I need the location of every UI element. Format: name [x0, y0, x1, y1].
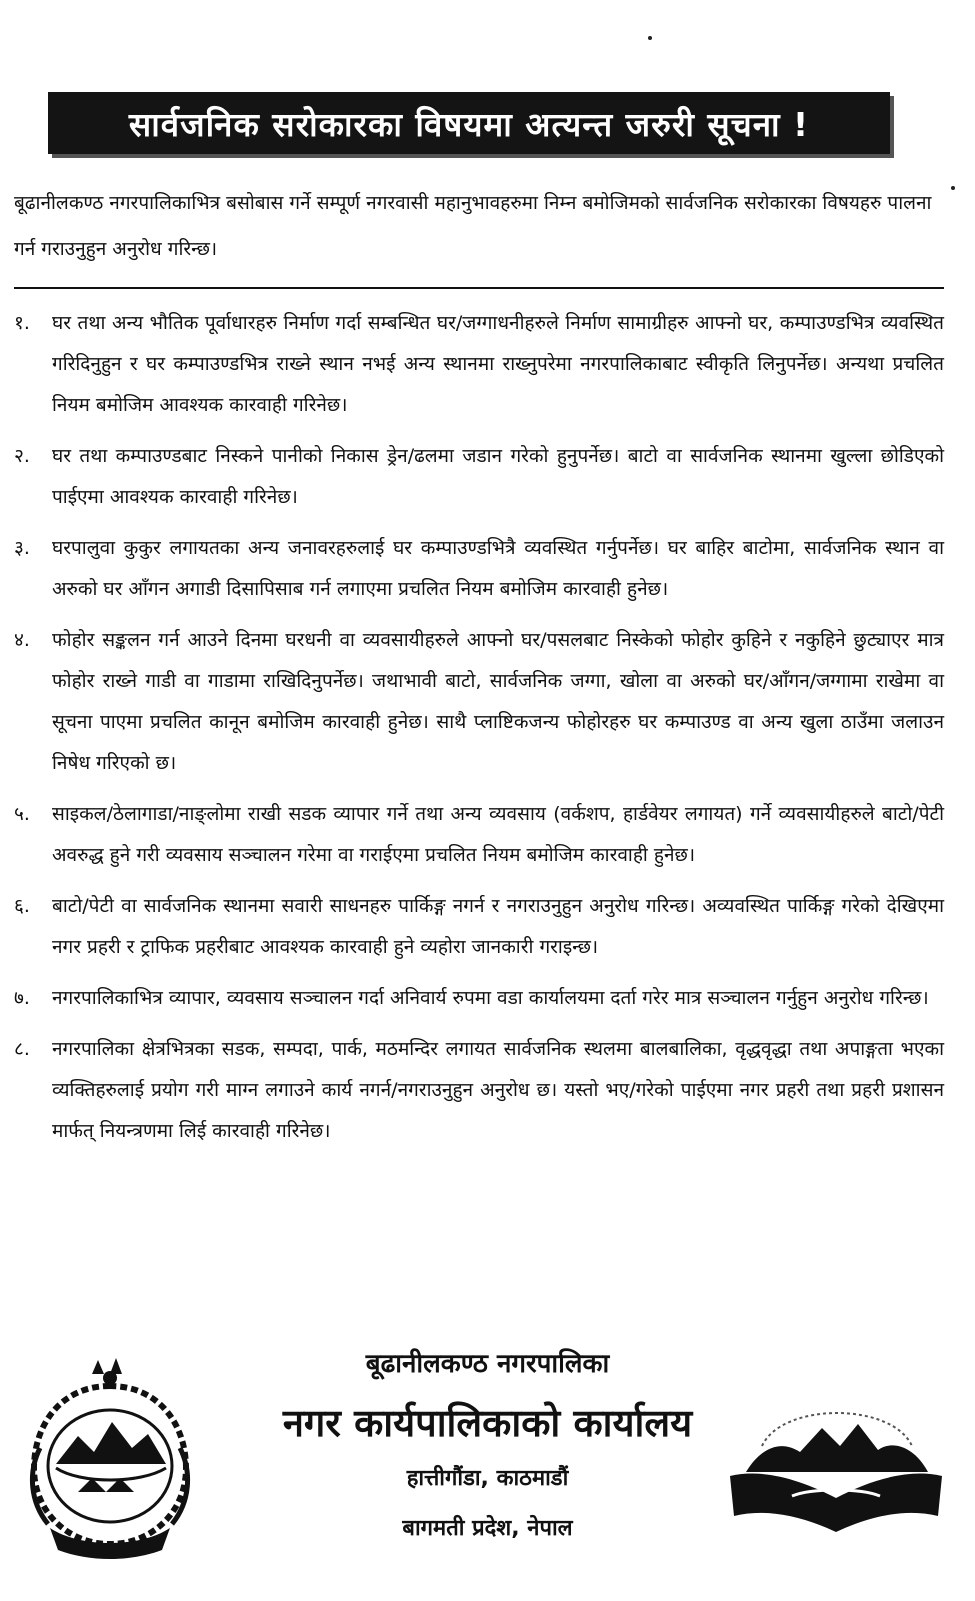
item-number: ५. [14, 803, 30, 825]
notice-item [14, 528, 944, 610]
municipality-name: बूढानीलकण्ठ नगरपालिका [365, 1349, 610, 1379]
scan-speck [951, 186, 955, 190]
item-number: १. [14, 312, 30, 334]
item-number: ३. [14, 537, 30, 559]
notice-item [14, 978, 944, 1019]
municipality-logo-icon [722, 1376, 950, 1536]
item-number: ४. [14, 629, 30, 651]
intro-paragraph: बूढानीलकण्ठ नगरपालिकाभित्र बसोबास गर्ने सम्पूर्ण नगरवासी महानुभावहरुमा निम्न बमोजिमको सार्वजनिक सरोकारका विषयहरु पालना गर्न गराउनुहुन अनुरोध गरिन्छ। [14, 192, 932, 260]
notice-item [14, 436, 944, 518]
item-text: घरपालुवा कुकुर लगायतका अन्य जनावरहरुलाई घर कम्पाउण्डभित्रै व्यवस्थित गर्नुपर्नेछ। घर बाहिर बाटोमा, सार्वजनिक स्थान वा अरुको घर आँगन अगाडी दिसापिसाब गर्न लगाएमा प्रचलित नियम बमोजिम कारवाही हुनेछ। [52, 537, 944, 600]
item-text: साइकल/ठेलागाडा/नाङ्लोमा राखी सडक व्यापार गर्ने तथा अन्य व्यवसाय (वर्कशप, हार्डवेयर लगायत) गर्ने व्यवसायीहरुले बाटो/पेटी अवरुद्ध हुने गरी व्यवसाय सञ्चालन गरेमा वा गराईएमा प्रचलित नियम बमोजिम कारवाही हुनेछ। [52, 803, 944, 866]
item-number: २. [14, 445, 30, 467]
notice-item [14, 303, 944, 426]
item-text: घर तथा कम्पाउण्डबाट निस्कने पानीको निकास ड्रेन/ढलमा जडान गरेको हुनुपर्नेछ। बाटो वा सार्वजनिक स्थानमा खुल्ला छोडिएको पाईएमा आवश्यक कारवाही गरिनेछ। [52, 445, 944, 508]
office-name: नगर कार्यपालिकाको कार्यालय [282, 1401, 693, 1445]
notice-item-list [14, 303, 944, 1162]
item-text: घर तथा अन्य भौतिक पूर्वाधारहरु निर्माण गर्दा सम्बन्धित घर/जग्गाधनीहरुले निर्माण सामाग्रीहरु आफ्नो घर, कम्पाउण्डभित्र व्यवस्थित गरिदिनुहुन र घर कम्पाउण्डभित्र राख्ने स्थान नभई अन्य स्थानमा राख्नुपरेमा नगरपालिकाबाट स्वीकृति लिनुपर्नेछ। अन्यथा प्रचलित नियम बमोजिम आवश्यक कारवाही गरिनेछ। [52, 312, 944, 416]
notice-item [14, 886, 944, 968]
item-text: बाटो/पेटी वा सार्वजनिक स्थानमा सवारी साधनहरु पार्किङ्ग नगर्न र नगराउनुहुन अनुरोध गरिन्छ। अव्यवस्थित पार्किङ्ग गरेको देखिएमा नगर प्रहरी र ट्राफिक प्रहरीबाट आवश्यक कारवाही हुने व्यहोरा जानकारी गराइन्छ। [52, 895, 944, 958]
notice-item [14, 794, 944, 876]
notice-item [14, 1029, 944, 1152]
divider-line [14, 287, 944, 289]
notice-item [14, 620, 944, 784]
item-text: फोहोर सङ्कलन गर्न आउने दिनमा घरधनी वा व्यवसायीहरुले आफ्नो घर/पसलबाट निस्केको फोहोर कुहिने र नकुहिने छुट्याएर मात्र फोहोर राख्ने गाडी वा गाडामा राखिदिनुपर्नेछ। जथाभावी बाटो, सार्वजनिक जग्गा, खोला वा अरुको घर/आँगन/जग्गामा राखेमा वा सूचना पाएमा प्रचलित कानून बमोजिम कारवाही हुनेछ। साथै प्लाष्टिकजन्य फोहोरहरु घर कम्पाउण्ड वा अन्य खुला ठाउँमा जलाउन निषेध गरिएको छ। [52, 629, 944, 774]
notice-title-banner: सार्वजनिक सरोकारका विषयमा अत्यन्त जरुरी सूचना ! [48, 92, 890, 154]
item-number: ८. [14, 1038, 30, 1060]
office-address-line1: हात्तीगौंडा, काठमाडौं [406, 1466, 569, 1491]
office-address-line2: बागमती प्रदेश, नेपाल [402, 1516, 573, 1541]
item-number: ७. [14, 987, 30, 1009]
scan-speck [648, 36, 652, 40]
item-text: नगरपालिका क्षेत्रभित्रका सडक, सम्पदा, पार्क, मठमन्दिर लगायत सार्वजनिक स्थलमा बालबालिका, वृद्धवृद्धा तथा अपाङ्गता भएका व्यक्तिहरुलाई प्रयोग गरी माग्न लगाउने कार्य नगर्न/नगराउनुहुन अनुरोध छ। यस्तो भए/गरेको पाईएमा नगर प्रहरी तथा प्रहरी प्रशासन मार्फत् नियन्त्रणमा लिई कारवाही गरिनेछ। [52, 1038, 944, 1142]
item-number: ६. [14, 895, 30, 917]
item-text: नगरपालिकाभित्र व्यापार, व्यवसाय सञ्चालन गर्दा अनिवार्य रुपमा वडा कार्यालयमा दर्ता गरेर मात्र सञ्चालन गर्नुहुन अनुरोध गरिन्छ। [52, 987, 929, 1009]
signature-block [0, 1338, 975, 1578]
